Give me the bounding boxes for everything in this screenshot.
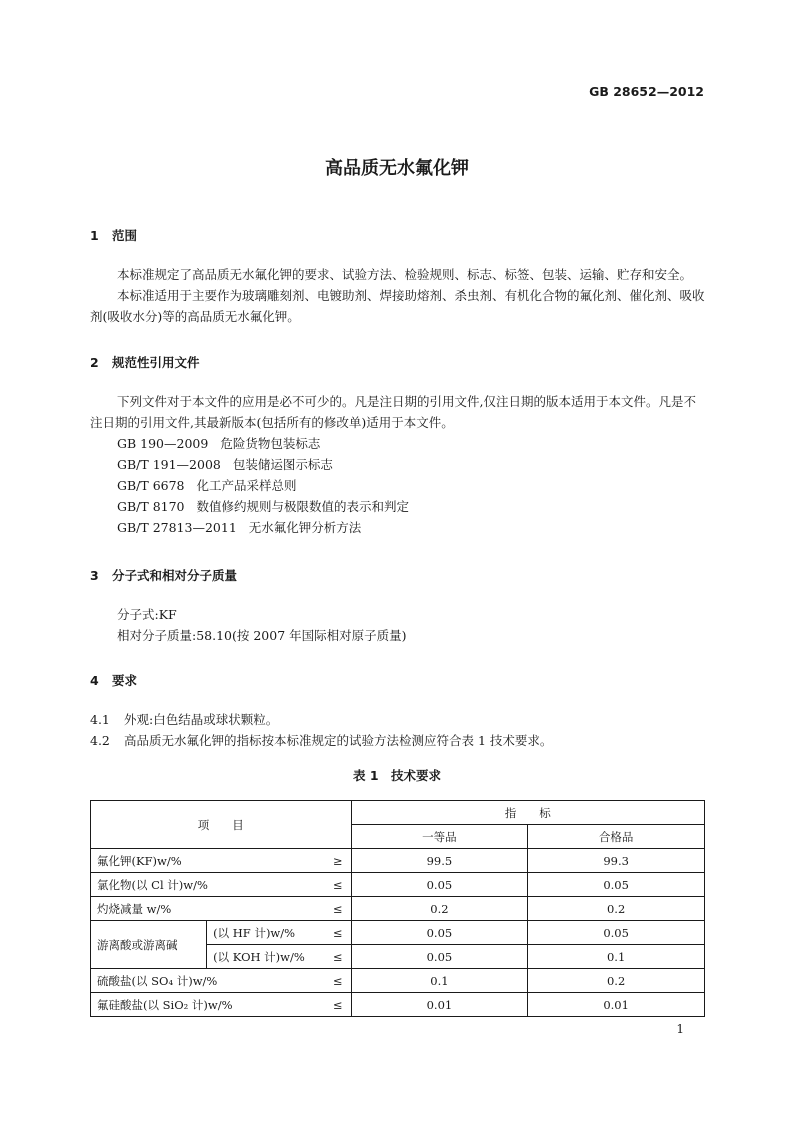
reference-code: GB/T 6678	[117, 478, 185, 493]
row-label: 灼烧减量 w/%	[91, 897, 315, 921]
table-row	[91, 969, 705, 993]
clause-4-1	[90, 709, 705, 730]
reference-item	[90, 454, 705, 475]
value-grade-1: 99.5	[351, 849, 528, 873]
reference-name: 化工产品采样总则	[196, 478, 297, 493]
section-number: 3	[90, 568, 99, 583]
row-label: (以 KOH 计)w/%	[207, 945, 315, 969]
table-caption: 表 1 技术要求	[352, 768, 442, 783]
comparison-symbol: ≥	[315, 849, 351, 873]
reference-name: 危险货物包装标志	[220, 436, 321, 451]
header-grade-1: 一等品	[351, 825, 528, 849]
reference-code: GB/T 27813—2011	[117, 520, 237, 535]
section-2-body	[90, 391, 705, 538]
section-number: 4	[90, 673, 99, 688]
comparison-symbol: ≤	[315, 945, 351, 969]
row-label: 氟硅酸盐(以 SiO₂ 计)w/%	[91, 993, 315, 1017]
reference-name: 包装储运图示标志	[232, 457, 333, 472]
clause-text: 高品质无水氟化钾的指标按本标准规定的试验方法检测应符合表 1 技术要求。	[124, 733, 553, 748]
paragraph: 本标准适用于主要作为玻璃雕刻剂、电镀助剂、焊接助熔剂、杀虫剂、有机化合物的氟化剂、催化剂、吸收剂(吸收水分)等的高品质无水氟化钾。	[90, 288, 705, 324]
section-3-heading	[90, 566, 237, 584]
section-4-body	[90, 709, 705, 751]
clause-number: 4.2	[90, 733, 110, 748]
value-grade-1: 0.05	[351, 873, 528, 897]
value-grade-2: 0.01	[528, 993, 705, 1017]
reference-code: GB/T 8170	[117, 499, 185, 514]
value-grade-1: 0.2	[351, 897, 528, 921]
row-group-label: 游离酸或游离碱	[91, 921, 207, 969]
molecular-formula: 分子式:KF	[117, 607, 177, 622]
clause-number: 4.1	[90, 712, 110, 727]
section-title: 要求	[112, 673, 138, 688]
table-header-row	[91, 801, 705, 825]
section-3-body	[90, 604, 705, 646]
requirements-table	[90, 800, 705, 1017]
header-grade-2: 合格品	[528, 825, 705, 849]
molecular-mass: 相对分子质量:58.10(按 2007 年国际相对原子质量)	[117, 628, 407, 643]
comparison-symbol: ≤	[315, 993, 351, 1017]
section-2-heading	[90, 353, 200, 371]
standard-number: GB 28652—2012	[589, 84, 704, 99]
section-title: 规范性引用文件	[112, 355, 200, 370]
comparison-symbol: ≤	[315, 873, 351, 897]
row-label: 硫酸盐(以 SO₄ 计)w/%	[91, 969, 315, 993]
header-item: 项 目	[91, 801, 352, 849]
row-label: (以 HF 计)w/%	[207, 921, 315, 945]
reference-name: 无水氟化钾分析方法	[248, 520, 362, 535]
table-row	[91, 849, 705, 873]
clause-4-2	[90, 730, 705, 751]
reference-code: GB/T 191—2008	[117, 457, 221, 472]
value-grade-1: 0.01	[351, 993, 528, 1017]
header-index: 指 标	[351, 801, 704, 825]
row-label: 氟化钾(KF)w/%	[91, 849, 315, 873]
section-1-body	[90, 264, 705, 327]
reference-item	[90, 475, 705, 496]
table-row	[91, 897, 705, 921]
clause-text: 外观:白色结晶或球状颗粒。	[124, 712, 279, 727]
reference-code: GB 190—2009	[117, 436, 209, 451]
row-label: 氯化物(以 Cl 计)w/%	[91, 873, 315, 897]
value-grade-2: 0.05	[528, 873, 705, 897]
value-grade-1: 0.1	[351, 969, 528, 993]
value-grade-1: 0.05	[351, 921, 528, 945]
section-number: 1	[90, 228, 99, 243]
section-number: 2	[90, 355, 99, 370]
section-title: 分子式和相对分子质量	[112, 568, 238, 583]
page-number: 1	[676, 1022, 684, 1036]
paragraph: 本标准规定了高品质无水氟化钾的要求、试验方法、检验规则、标志、标签、包装、运输、贮存和安全。	[117, 267, 693, 282]
value-grade-2: 0.1	[528, 945, 705, 969]
reference-item	[90, 496, 705, 517]
table-row	[91, 921, 705, 945]
comparison-symbol: ≤	[315, 921, 351, 945]
reference-item	[90, 433, 705, 454]
value-grade-2: 0.2	[528, 897, 705, 921]
comparison-symbol: ≤	[315, 897, 351, 921]
section-1-heading	[90, 226, 137, 244]
value-grade-2: 0.2	[528, 969, 705, 993]
value-grade-2: 99.3	[528, 849, 705, 873]
value-grade-1: 0.05	[351, 945, 528, 969]
document-title: 高品质无水氟化钾	[325, 158, 469, 179]
table-row	[91, 993, 705, 1017]
reference-name: 数值修约规则与极限数值的表示和判定	[196, 499, 410, 514]
comparison-symbol: ≤	[315, 969, 351, 993]
section-title: 范围	[112, 228, 138, 243]
value-grade-2: 0.05	[528, 921, 705, 945]
section-4-heading	[90, 671, 137, 689]
paragraph: 下列文件对于本文件的应用是必不可少的。凡是注日期的引用文件,仅注日期的版本适用于本文件。凡是不注日期的引用文件,其最新版本(包括所有的修改单)适用于本文件。	[90, 394, 696, 430]
reference-item	[90, 517, 705, 538]
table-row	[91, 873, 705, 897]
